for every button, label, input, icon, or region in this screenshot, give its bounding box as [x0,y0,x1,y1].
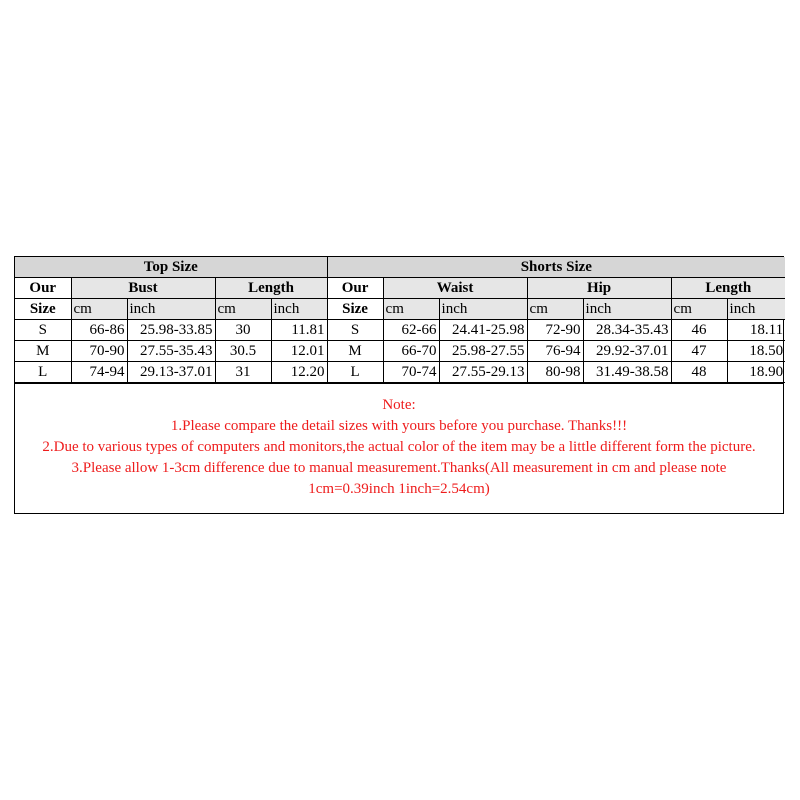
bust-inch-cell: 27.55-35.43 [127,341,215,362]
unit-label: inch [271,299,327,320]
length-cm-cell: 47 [671,341,727,362]
table-row [15,341,785,362]
waist-header: Waist [383,278,527,299]
note-line: 2.Due to various types of computers and monitors,the actual color of the item may be a little different form the picture. [42,439,756,455]
length-cm-cell: 30 [215,320,271,341]
waist-inch-cell: 27.55-29.13 [439,362,527,383]
bust-cm-cell: 66-86 [71,320,127,341]
waist-cm-cell: 66-70 [383,341,439,362]
unit-label: inch [583,299,671,320]
waist-inch-cell: 25.98-27.55 [439,341,527,362]
bust-inch-cell: 25.98-33.85 [127,320,215,341]
size-table [15,257,785,383]
waist-cm-cell: 62-66 [383,320,439,341]
section-header-row [15,257,785,278]
top-our-label: Our [15,278,71,299]
unit-label: cm [71,299,127,320]
hip-cm-cell: 76-94 [527,341,583,362]
size-cell: S [327,320,383,341]
table-row [15,362,785,383]
length-inch-cell: 18.50 [727,341,785,362]
size-cell: M [15,341,71,362]
size-cell: S [15,320,71,341]
hip-cm-cell: 72-90 [527,320,583,341]
unit-label: inch [127,299,215,320]
unit-label: inch [439,299,527,320]
unit-label: cm [215,299,271,320]
bust-header: Bust [71,278,215,299]
top-size-label: Size [15,299,71,320]
table-row [15,320,785,341]
waist-inch-cell: 24.41-25.98 [439,320,527,341]
shorts-our-label: Our [327,278,383,299]
top-size-title: Top Size [15,257,327,278]
bust-cm-cell: 74-94 [71,362,127,383]
hip-inch-cell: 29.92-37.01 [583,341,671,362]
length-cm-cell: 46 [671,320,727,341]
note-line: 3.Please allow 1-3cm difference due to manual measurement.Thanks(All measurement in cm and please note 1cm=0.39inch 1inch=2.54cm) [71,460,727,497]
bust-cm-cell: 70-90 [71,341,127,362]
length-cm-cell: 31 [215,362,271,383]
waist-cm-cell: 70-74 [383,362,439,383]
unit-header-row [15,299,785,320]
unit-label: cm [527,299,583,320]
hip-inch-cell: 31.49-38.58 [583,362,671,383]
length-inch-cell: 18.90 [727,362,785,383]
unit-label: cm [383,299,439,320]
size-chart [14,256,784,514]
shorts-size-label: Size [327,299,383,320]
unit-label: inch [727,299,785,320]
hip-cm-cell: 80-98 [527,362,583,383]
note-heading: Note: [382,397,416,413]
length-cm-cell: 48 [671,362,727,383]
size-cell: L [327,362,383,383]
length-inch-cell: 18.11 [727,320,785,341]
hip-inch-cell: 28.34-35.43 [583,320,671,341]
bust-inch-cell: 29.13-37.01 [127,362,215,383]
hip-header: Hip [527,278,671,299]
unit-label: cm [671,299,727,320]
size-cell: M [327,341,383,362]
column-header-row [15,278,785,299]
note-box [15,383,783,513]
length-inch-cell: 11.81 [271,320,327,341]
note-line: 1.Please compare the detail sizes with yours before you purchase. Thanks!!! [170,418,628,434]
length-cm-cell: 30.5 [215,341,271,362]
length-inch-cell: 12.20 [271,362,327,383]
top-length-header: Length [215,278,327,299]
length-inch-cell: 12.01 [271,341,327,362]
size-cell: L [15,362,71,383]
shorts-size-title: Shorts Size [327,257,785,278]
shorts-length-header: Length [671,278,785,299]
